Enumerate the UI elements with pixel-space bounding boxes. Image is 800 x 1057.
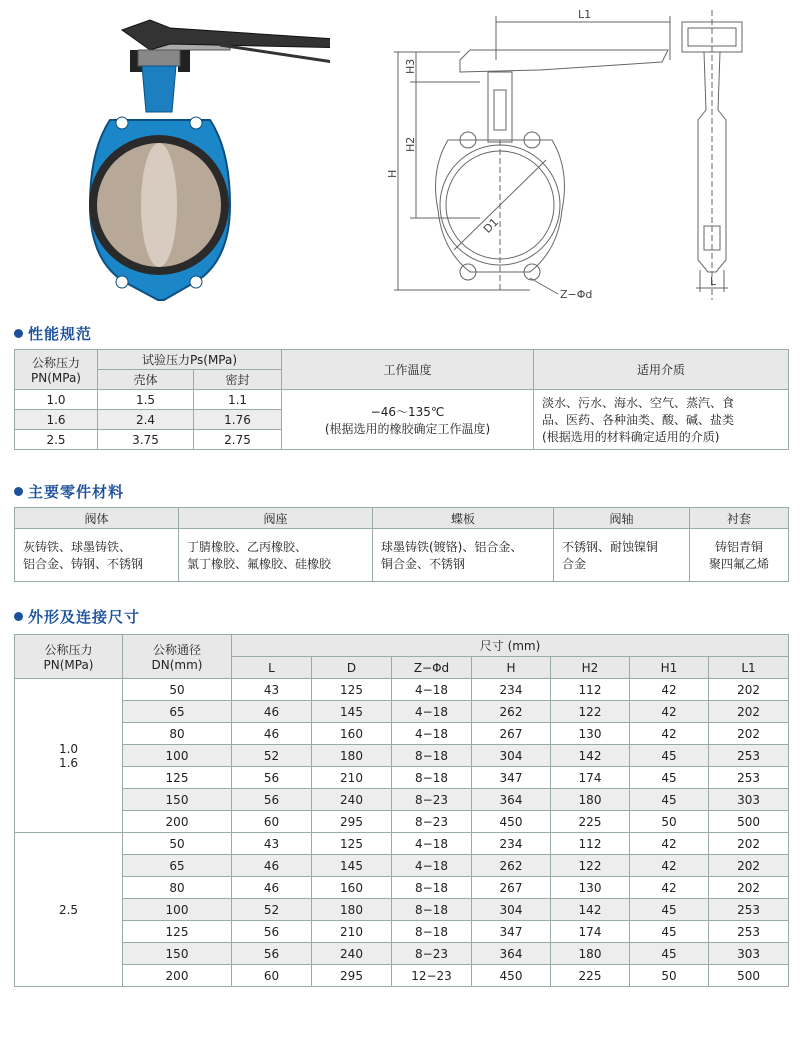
table-row xyxy=(15,767,789,789)
table-cell: 160 xyxy=(312,723,392,745)
table-cell: 145 xyxy=(312,855,392,877)
table-cell: 42 xyxy=(630,877,709,899)
header-col-D: D xyxy=(312,657,392,679)
table-cell: 200 xyxy=(123,811,232,833)
table-cell: 80 xyxy=(123,723,232,745)
table-cell: 180 xyxy=(551,789,630,811)
bullet-icon xyxy=(14,329,23,338)
section-title-materials: 主要零件材料 xyxy=(14,481,124,502)
table-cell: 364 xyxy=(472,943,551,965)
dim-H3: H3 xyxy=(404,58,417,74)
table-cell: 304 xyxy=(472,745,551,767)
table-cell: 240 xyxy=(312,789,392,811)
table-cell: 80 xyxy=(123,877,232,899)
table-cell: 450 xyxy=(472,811,551,833)
table-cell: 262 xyxy=(472,855,551,877)
pn-group-cell: 2.5 xyxy=(15,833,123,987)
header-col-L1: L1 xyxy=(709,657,789,679)
table-cell: 56 xyxy=(232,789,312,811)
header-pn: 公称压力 PN(MPa) xyxy=(15,350,98,390)
table-row xyxy=(15,855,789,877)
header-bushing: 衬套 xyxy=(690,508,789,529)
table-cell: 43 xyxy=(232,679,312,701)
table-cell: 347 xyxy=(472,921,551,943)
header-col-H2: H2 xyxy=(551,657,630,679)
table-cell: 60 xyxy=(232,965,312,987)
technical-drawing-side xyxy=(676,0,776,310)
header-temp: 工作温度 xyxy=(282,350,534,390)
table-cell: 56 xyxy=(232,943,312,965)
table-row xyxy=(15,679,789,701)
table-cell: 253 xyxy=(709,767,789,789)
performance-table xyxy=(14,349,789,450)
table-cell: 8−23 xyxy=(392,943,472,965)
header-size: 尺寸 (mm) xyxy=(232,635,789,657)
table-cell: 8−18 xyxy=(392,745,472,767)
header-col-H: H xyxy=(472,657,551,679)
table-cell: 295 xyxy=(312,965,392,987)
table-cell: 4−18 xyxy=(392,701,472,723)
table-cell: 4−18 xyxy=(392,679,472,701)
header-seat: 阀座 xyxy=(179,508,373,529)
table-cell: 202 xyxy=(709,855,789,877)
table-row xyxy=(15,877,789,899)
table-cell: 303 xyxy=(709,943,789,965)
table-cell: 50 xyxy=(630,811,709,833)
table-row: 灰铸铁、球墨铸铁、 铝合金、铸钢、不锈钢 丁腈橡胶、乙丙橡胶、 氯丁橡胶、氟橡胶、硅橡胶 球墨铸铁(镀铬)、铝合金、 铜合金、不锈钢 不锈钢、耐蚀镍铜 合金 铸铝青铜 聚四氟乙烯 xyxy=(15,529,789,582)
media-cell: 淡水、污水、海水、空气、蒸汽、食 品、医药、各种油类、酸、碱、盐类 (根据选用的材料确定适用的介质) xyxy=(534,390,789,450)
dim-H: H xyxy=(386,169,399,178)
table-cell: 200 xyxy=(123,965,232,987)
table-cell: 202 xyxy=(709,877,789,899)
table-cell: 42 xyxy=(630,701,709,723)
table-row xyxy=(15,811,789,833)
table-cell: 45 xyxy=(630,899,709,921)
table-cell: 42 xyxy=(630,833,709,855)
table-cell: 43 xyxy=(232,833,312,855)
table-cell: 112 xyxy=(551,833,630,855)
table-cell: 125 xyxy=(312,833,392,855)
table-cell: 202 xyxy=(709,833,789,855)
bullet-icon xyxy=(14,612,23,621)
header-col-H1: H1 xyxy=(630,657,709,679)
header-body: 阀体 xyxy=(15,508,179,529)
illustration-area xyxy=(0,0,800,310)
dimensions-table xyxy=(14,634,789,987)
table-cell: 42 xyxy=(630,679,709,701)
table-cell: 253 xyxy=(709,745,789,767)
table-row xyxy=(15,965,789,987)
table-cell: 262 xyxy=(472,701,551,723)
table-cell: 225 xyxy=(551,811,630,833)
table-cell: 267 xyxy=(472,723,551,745)
table-cell: 4−18 xyxy=(392,855,472,877)
table-cell: 12−23 xyxy=(392,965,472,987)
table-cell: 202 xyxy=(709,679,789,701)
table-cell: 56 xyxy=(232,767,312,789)
table-row xyxy=(15,723,789,745)
table-cell: 45 xyxy=(630,943,709,965)
table-cell: 130 xyxy=(551,877,630,899)
header-dn: 公称通径 DN(mm) xyxy=(123,635,232,679)
header-col-zphi: Z−Φd xyxy=(392,657,472,679)
table-cell: 125 xyxy=(123,921,232,943)
header-seal: 密封 xyxy=(194,370,282,390)
table-cell: 122 xyxy=(551,701,630,723)
dim-H2: H2 xyxy=(404,136,417,152)
temp-cell: −46～135℃ (根据选用的橡胶确定工作温度) xyxy=(282,390,534,450)
table-cell: 202 xyxy=(709,723,789,745)
table-cell: 180 xyxy=(312,899,392,921)
table-cell: 60 xyxy=(232,811,312,833)
table-cell: 450 xyxy=(472,965,551,987)
table-cell: 180 xyxy=(312,745,392,767)
table-cell: 65 xyxy=(123,701,232,723)
table-row xyxy=(15,789,789,811)
table-row xyxy=(15,701,789,723)
header-disc: 蝶板 xyxy=(373,508,554,529)
table-cell: 8−18 xyxy=(392,899,472,921)
section-title-dimensions: 外形及连接尺寸 xyxy=(14,606,140,627)
table-cell: 100 xyxy=(123,745,232,767)
table-cell: 8−23 xyxy=(392,789,472,811)
table-cell: 8−18 xyxy=(392,767,472,789)
table-cell: 130 xyxy=(551,723,630,745)
table-cell: 303 xyxy=(709,789,789,811)
table-row: 1.6 2.4 1.76 xyxy=(15,410,789,430)
table-cell: 45 xyxy=(630,745,709,767)
table-cell: 145 xyxy=(312,701,392,723)
table-cell: 50 xyxy=(123,679,232,701)
header-test-pressure: 试验压力Ps(MPa) xyxy=(98,350,282,370)
table-row xyxy=(15,745,789,767)
table-cell: 150 xyxy=(123,789,232,811)
header-stem: 阀轴 xyxy=(554,508,690,529)
table-row xyxy=(15,921,789,943)
table-row xyxy=(15,943,789,965)
table-cell: 50 xyxy=(123,833,232,855)
table-cell: 8−18 xyxy=(392,921,472,943)
table-cell: 304 xyxy=(472,899,551,921)
table-cell: 46 xyxy=(232,855,312,877)
table-cell: 46 xyxy=(232,701,312,723)
table-cell: 180 xyxy=(551,943,630,965)
table-cell: 160 xyxy=(312,877,392,899)
table-cell: 234 xyxy=(472,833,551,855)
table-row xyxy=(15,899,789,921)
table-row: 2.5 3.75 2.75 xyxy=(15,430,789,450)
header-media: 适用介质 xyxy=(534,350,789,390)
table-cell: 234 xyxy=(472,679,551,701)
table-cell: 4−18 xyxy=(392,833,472,855)
materials-table xyxy=(14,507,789,582)
table-cell: 267 xyxy=(472,877,551,899)
table-cell: 65 xyxy=(123,855,232,877)
table-cell: 364 xyxy=(472,789,551,811)
table-cell: 52 xyxy=(232,745,312,767)
table-cell: 500 xyxy=(709,811,789,833)
table-cell: 295 xyxy=(312,811,392,833)
technical-drawing-front xyxy=(380,0,680,310)
dim-D1: D1 xyxy=(480,215,502,236)
table-cell: 112 xyxy=(551,679,630,701)
table-cell: 142 xyxy=(551,899,630,921)
table-cell: 8−18 xyxy=(392,877,472,899)
pn-group-cell: 1.0 1.6 xyxy=(15,679,123,833)
table-cell: 202 xyxy=(709,701,789,723)
table-cell: 240 xyxy=(312,943,392,965)
dim-zphi: Z−Φd xyxy=(560,288,593,301)
table-cell: 500 xyxy=(709,965,789,987)
table-cell: 253 xyxy=(709,921,789,943)
dim-L: L xyxy=(710,275,717,288)
table-cell: 174 xyxy=(551,921,630,943)
table-cell: 253 xyxy=(709,899,789,921)
table-cell: 210 xyxy=(312,767,392,789)
dim-L1: L1 xyxy=(578,8,592,21)
header-col-L: L xyxy=(232,657,312,679)
table-cell: 142 xyxy=(551,745,630,767)
section-title-performance: 性能规范 xyxy=(14,323,92,344)
table-cell: 50 xyxy=(630,965,709,987)
table-cell: 122 xyxy=(551,855,630,877)
table-cell: 52 xyxy=(232,899,312,921)
table-cell: 45 xyxy=(630,767,709,789)
table-cell: 56 xyxy=(232,921,312,943)
table-cell: 150 xyxy=(123,943,232,965)
table-cell: 100 xyxy=(123,899,232,921)
table-cell: 46 xyxy=(232,723,312,745)
table-row: 1.0 1.5 1.1 −46～135℃ (根据选用的橡胶确定工作温度) 淡水、污水、海水、空气、蒸汽、食 品、医药、各种油类、酸、碱、盐类 (根据选用的材料确定适用的介质) xyxy=(15,390,789,410)
table-cell: 174 xyxy=(551,767,630,789)
table-cell: 42 xyxy=(630,855,709,877)
table-cell: 4−18 xyxy=(392,723,472,745)
table-cell: 45 xyxy=(630,789,709,811)
valve-photo xyxy=(70,0,330,310)
table-cell: 8−23 xyxy=(392,811,472,833)
table-cell: 42 xyxy=(630,723,709,745)
table-cell: 45 xyxy=(630,921,709,943)
table-cell: 225 xyxy=(551,965,630,987)
bullet-icon xyxy=(14,487,23,496)
table-cell: 125 xyxy=(123,767,232,789)
table-cell: 210 xyxy=(312,921,392,943)
header-pn: 公称压力 PN(MPa) xyxy=(15,635,123,679)
table-row xyxy=(15,833,789,855)
table-cell: 125 xyxy=(312,679,392,701)
table-cell: 46 xyxy=(232,877,312,899)
table-cell: 347 xyxy=(472,767,551,789)
header-shell: 壳体 xyxy=(98,370,194,390)
